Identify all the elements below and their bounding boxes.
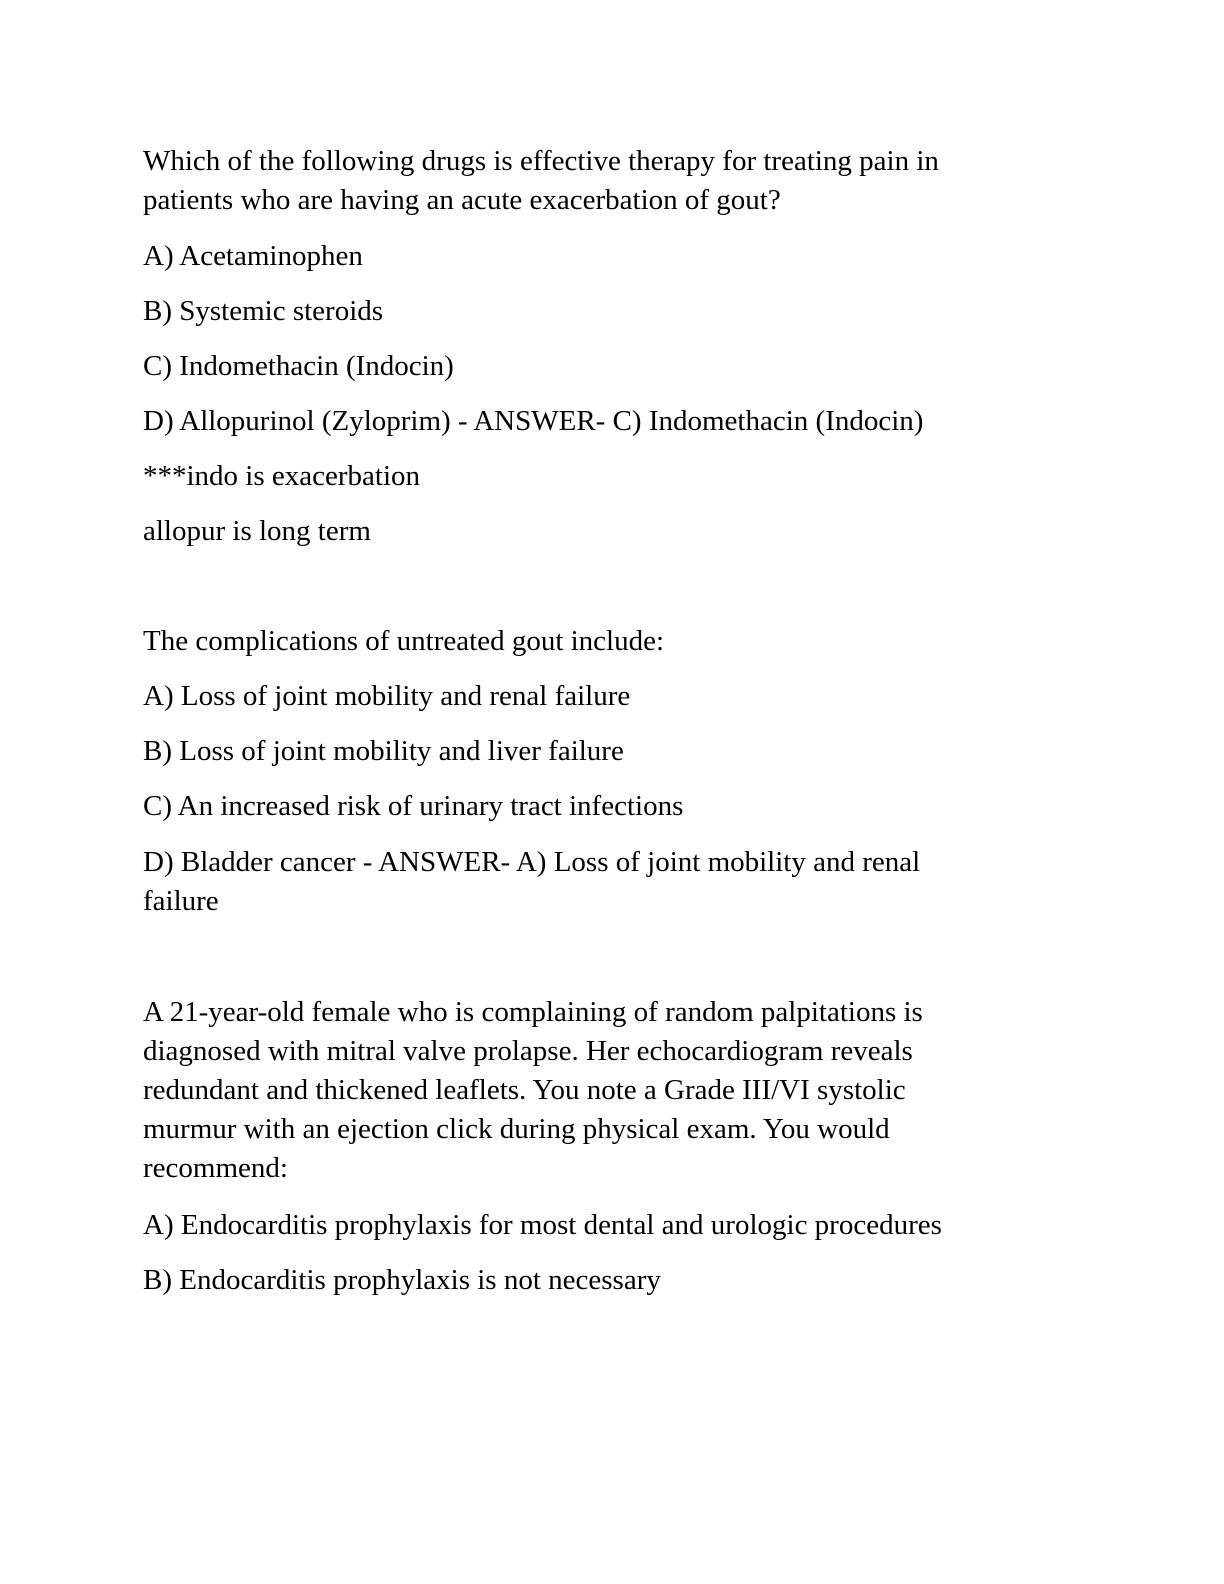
question-3-option-b: B) Endocarditis prophylaxis is not necessary — [143, 1264, 661, 1296]
question-1-note-2: allopur is long term — [143, 515, 371, 547]
question-2-option-a: A) Loss of joint mobility and renal failure — [143, 680, 631, 712]
question-2-stem: The complications of untreated gout include: — [143, 625, 665, 657]
question-1-option-b: B) Systemic steroids — [143, 295, 384, 327]
question-2-option-c: C) An increased risk of urinary tract infections — [143, 790, 684, 822]
question-2-option-d-answer — [143, 843, 1043, 921]
question-2-option-b: B) Loss of joint mobility and liver failure — [143, 735, 624, 767]
question-3-stem-line-4: murmur with an ejection click during physical exam. You would — [143, 1113, 890, 1145]
question-1-option-d-answer: D) Allopurinol (Zyloprim) - ANSWER- C) Indomethacin (Indocin) — [143, 405, 924, 437]
question-1-stem-line-1: Which of the following drugs is effective therapy for treating pain in — [143, 145, 939, 177]
question-3-stem-line-3: redundant and thickened leaflets. You note a Grade III/VI systolic — [143, 1074, 906, 1106]
question-2-answer-line-1: D) Bladder cancer - ANSWER- A) Loss of joint mobility and renal — [143, 846, 921, 878]
question-3-stem — [143, 993, 1043, 1188]
question-2-answer-line-2: failure — [143, 885, 219, 917]
question-1-option-a: A) Acetaminophen — [143, 240, 363, 272]
question-1-stem-line-2: patients who are having an acute exacerbation of gout? — [143, 184, 781, 216]
question-3-option-a: A) Endocarditis prophylaxis for most dental and urologic procedures — [143, 1209, 942, 1241]
question-3-stem-line-1: A 21-year-old female who is complaining of random palpitations is — [143, 996, 923, 1028]
question-1-option-c: C) Indomethacin (Indocin) — [143, 350, 454, 382]
question-3-stem-line-2: diagnosed with mitral valve prolapse. Her echocardiogram reveals — [143, 1035, 913, 1067]
question-1-stem — [143, 142, 1043, 220]
question-1-note-1: ***indo is exacerbation — [143, 460, 421, 492]
question-3-stem-line-5: recommend: — [143, 1152, 288, 1184]
